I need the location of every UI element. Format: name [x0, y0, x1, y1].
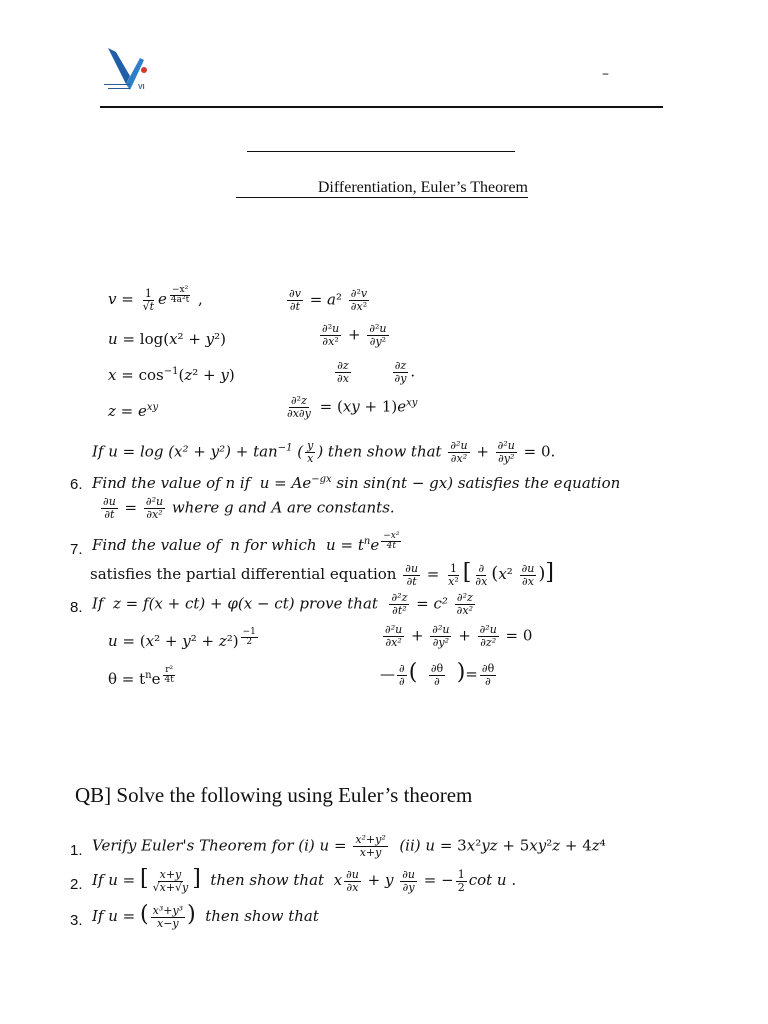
header-dash: – — [602, 66, 609, 82]
q10-right: — $\frac{\partial}{\partial}$ ( $\frac{\partial\theta}{\partial}$ )= $\frac{\partial\theta}{\partial}$ — [380, 660, 495, 688]
q8-number: 8. — [70, 599, 83, 616]
q6-line-2: $\frac{\partial u}{\partial t}$ = $\frac{\text{∂²u}}{\text{∂x²}}$ where g and A are constants. — [103, 495, 395, 521]
qb2-number: 2. — [70, 876, 83, 893]
formula-row-1-right: $\frac{\partial v}{\partial t}$ = a² $\frac{\text{∂²v}}{\text{∂x²}}$ — [289, 287, 368, 313]
page-subtitle: Differentiation, Euler’s Theorem — [236, 179, 528, 198]
formula-row-2-right: $\frac{\text{∂²u}}{\text{∂x²}}$ + $\frac{\text{∂²u}}{\text{∂y²}}$ — [322, 322, 387, 348]
formula-row-3-left: $x = \cos^{-1}(z^2 + y)$ — [108, 366, 235, 384]
q9-right: $\frac{\text{∂²u}}{\text{∂x²}}$ + $\frac{\text{∂²u}}{\text{∂y²}}$ + $\frac{\text{∂²u}}{\text{∂z²}}$ = 0 — [385, 623, 533, 649]
logo-mark-icon — [100, 44, 160, 98]
question-log: If $u = \log (x^2 + y^2) + \tan^{-1}$ ( $\frac{y}{x}$ ) then show that $\frac{\text{∂²u}}{\text{∂x²}}$ + $\frac{\text{∂²u}}{\text{∂y²}}$ = 0. — [92, 439, 556, 465]
q7-line-2: satisfies the partial differential equation $\frac{\partial u}{\partial t}$ = $\frac{1}{\text{x²}}$ [ $\frac{\partial}{\partial x}$ (x² $\frac{\partial u}{\partial x}$ )] — [90, 560, 554, 588]
formula-row-4-left: $z = e^{xy}$ — [108, 402, 159, 420]
formula-row-2-left: u = log(x² + y²) — [108, 330, 227, 348]
formula-row-3-right: $\frac{\partial z}{\partial x}$ $\frac{\partial z}{\partial y}$ . — [337, 359, 416, 385]
q8-line: If z = f(x + ct) + φ(x − ct) prove that $\frac{\text{∂²z}}{\text{∂t²}}$ = c² $\frac{\text{∂²z}}{\text{∂x²}}$ — [92, 591, 473, 617]
header-rule — [100, 106, 663, 108]
qb3-number: 3. — [70, 912, 83, 929]
q7-number: 7. — [70, 541, 83, 558]
qb3-line: If u = ( $\frac{\text{x³+y³}}{x-y}$ ) then show that — [92, 902, 319, 930]
qb1-number: 1. — [70, 842, 83, 859]
q6-number: 6. — [70, 476, 83, 493]
logo — [100, 44, 160, 98]
section-b-heading: QB] Solve the following using Euler’s theorem — [75, 783, 473, 807]
formula-row-4-right: $\frac{\text{∂²z}}{\partial x\partial y}$ = $(xy + 1)e^{xy}$ — [287, 394, 418, 420]
q7-line-1: Find the value of n for which $u = t^ne$ $^{\frac{\text{−x²}}{4t}}$ — [92, 531, 400, 554]
qb2-line: If u = [ $\frac{x+y}{√x+√y}$ ] then show that x $\frac{\partial u}{\partial x}$ + y $\frac{\partial u}{\partial y}$ = − $\frac{1}{2}$ cot u . — [92, 866, 517, 894]
q9-left: u = (x² + y² + z²) $^{\frac{-1}{2}}$ — [108, 627, 256, 650]
logo-text: VI — [138, 84, 145, 91]
formula-row-1-left: v = $\frac{1}{√t}$ e $^{\frac{\text{−x²}}{\text{4a²t}}}$ , — [108, 285, 203, 313]
q6-line-1: Find the value of n if $u = Ae^{-gx}$ sin sin(nt − gx) satisfies the equation — [92, 474, 621, 492]
title-rule — [247, 151, 515, 152]
q10-left: $\theta = t^ne$ $^{\frac{\text{r²}}{4t}}$ — [108, 665, 174, 688]
qb1-line: Verify Euler's Theorem for (i) u = $\frac{\text{x²+y²}}{x+y}$ (ii) u = 3x²yz + 5xy²z + 4z⁴ — [92, 833, 606, 859]
